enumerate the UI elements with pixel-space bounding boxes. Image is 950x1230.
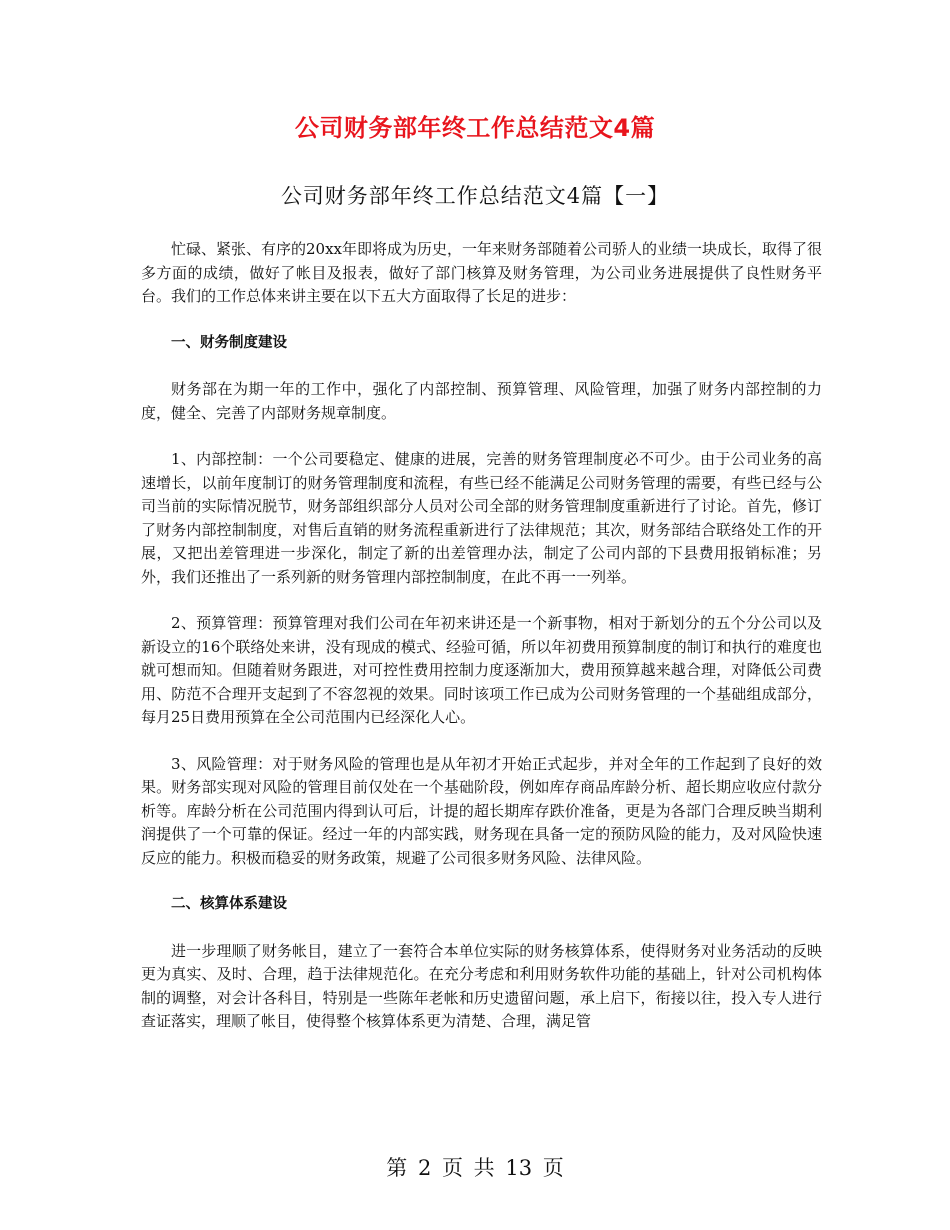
paragraph: 忙碌、紧张、有序的20xx年即将成为历史，一年来财务部随着公司骄人的业绩一块成长，取得了很多方面的成绩，做好了帐目及报表，做好了部门核算及财务管理，为公司业务进展提供了良性财务平台。我们的工作总体来讲主要在以下五大方面取得了长足的进步： — [141, 240, 823, 305]
page-footer: 第 2 页 共 13 页 — [386, 1156, 564, 1180]
document-body — [141, 238, 822, 1057]
paragraph: 2、预算管理：预算管理对我们公司在年初来讲还是一个新事物，相对于新划分的五个分公司以及新设立的16个联络处来讲，没有现成的模式、经验可循，所以年初费用预算制度的制订和执行的难度也就可想而知。但随着财务跟进，对可控性费用控制力度逐渐加大，费用预算越来越合理，对降低公司费用、防范不合理开支起到了不容忽视的效果。同时该项工作已成为公司财务管理的一个基础组成部分，每月25日费用预算在全公司范围内已经深化人心。 — [141, 614, 822, 726]
paragraph: 进一步理顺了财务帐目，建立了一套符合本单位实际的财务核算体系，使得财务对业务活动的反映更为真实、及时、合理，趋于法律规范化。在充分考虑和利用财务软件功能的基础上，针对公司机构体制的调整，对会计各科目，特别是一些陈年老帐和历史遗留问题，承上启下，衔接以往，投入专人进行查证落实，理顺了帐目，使得整个核算体系更为清楚、合理，满足管 — [141, 941, 822, 1030]
section-heading: 二、核算体系建设 — [171, 896, 287, 912]
paragraph: 3、风险管理：对于财务风险的管理也是从年初才开始正式起步，并对全年的工作起到了良好的效果。财务部实现对风险的管理目前仅处在一个基础阶段，例如库存商品库龄分析、超长期应收应付款分析等。库龄分析在公司范围内得到认可后，计提的超长期库存跌价准备，更是为各部门合理反映当期利润提供了一个可靠的保证。经过一年的内部实践，财务现在具备一定的预防风险的能力，及对风险快速反应的能力。积极而稳妥的财务政策，规避了公司很多财务风险、法律风险。 — [141, 754, 822, 867]
paragraph: 1、内部控制：一个公司要稳定、健康的进展，完善的财务管理制度必不可少。由于公司业务的高速增长，以前年度制订的财务管理制度和流程，有些已经不能满足公司财务管理的需要，有些已经与公司当前的实际情况脱节，财务部组织部分人员对公司全部的财务管理制度重新进行了讨论。首先，修订了财务内部控制制度，对售后直销的财务流程重新进行了法律规范；其次，财务部结合联络处工作的开展，又把出差管理进一步深化，制定了新的出差管理办法，制定了公司内部的下县费用报销标准；另外，我们还推出了一系列新的财务管理内部控制制度，在此不再一一列举。 — [141, 450, 822, 586]
section-heading: 一、财务制度建设 — [171, 334, 287, 351]
paragraph: 财务部在为期一年的工作中，强化了内部控制、预算管理、风险管理，加强了财务内部控制的力度，健全、完善了内部财务规章制度。 — [141, 380, 822, 422]
section-title: 公司财务部年终工作总结范文4篇【一】 — [280, 184, 670, 208]
document-title: 公司财务部年终工作总结范文4篇 — [294, 114, 656, 142]
